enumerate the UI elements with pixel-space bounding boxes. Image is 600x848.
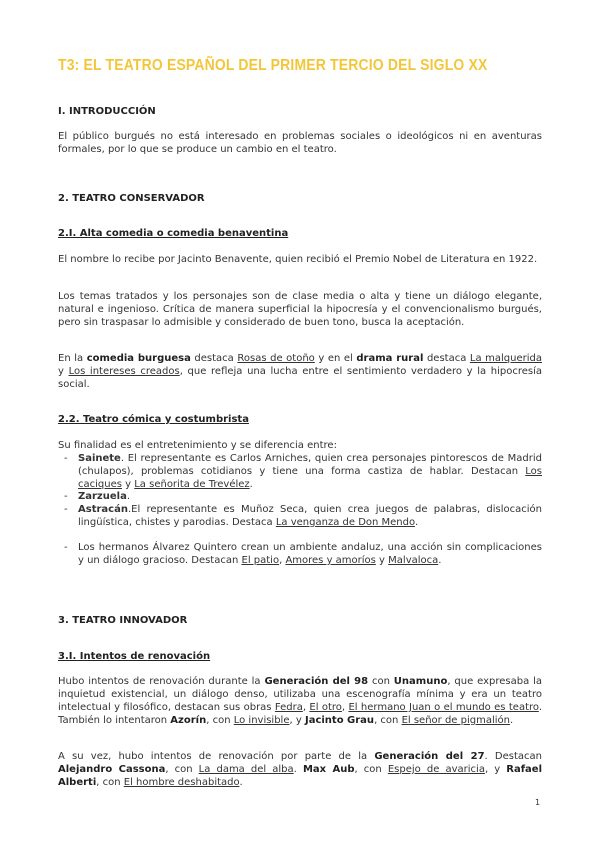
work-title: Espejo de avaricia <box>387 764 485 775</box>
subsection-3-1-paragraph-1: Hubo intentos de renovación durante la Generación del 98 con Unamuno, que expresaba la inquietud existencial, un diálogo denso, utilizaba una escenografía mínima y era un teatro intelectual y filosófico, destacan sus obras Fedra, El otro, El hermano Juan o el mundo es teatro. También lo intentaron Azorín, con Lo invisible, y Jacinto Grau, con El señor de pigmalión. <box>58 676 543 726</box>
work-title: Fedra <box>274 702 303 713</box>
list-item: - Zarzuela. <box>64 491 131 502</box>
work-title: La dama del alba <box>198 764 294 775</box>
subsection-2-1-heading: 2.I. Alta comedia o comedia benaventina <box>58 228 289 239</box>
work-title: La venganza de Don Mendo <box>275 517 415 528</box>
subsection-2-1-paragraph-1: El nombre lo recibe por Jacinto Benavente, quien recibió el Premio Nobel de Literatura en 1922. <box>58 254 538 265</box>
work-title: La señorita de Trevélez <box>134 479 250 490</box>
subsection-3-1-heading: 3.I. Intentos de renovación <box>58 651 211 662</box>
work-title: El otro <box>309 702 342 713</box>
section-1-paragraph: El público burgués no está interesado en problemas sociales o ideológicos ni en aventuras formales, por lo que se produce un cambio en el teatro. <box>58 131 542 155</box>
page-number: 1 <box>535 798 541 807</box>
subsection-3-1-paragraph-2: A su vez, hubo intentos de renovación por parte de la Generación del 27. Destacan Alejandro Cassona, con La dama del alba. Max Aub, con Espejo de avaricia, y Rafael Alberti, con El hombre deshabitado. <box>58 751 543 788</box>
work-title: El patio <box>241 555 280 566</box>
list-item: - Astracán.El representante es Muñoz Seca, quien crea juegos de palabras, dislocación lingüística, chistes y parodias. Destaca La venganza de Don Mendo. <box>64 504 542 528</box>
work-title: El señor de pigmalión <box>401 715 510 726</box>
work-title: Lo invisible <box>233 715 290 726</box>
subsection-2-1-paragraph-3: En la comedia burguesa destaca Rosas de otoño y en el drama rural destaca La malquerida y Los intereses creados, que refleja una lucha entre el sentimiento verdadero y la hipocresía social. <box>58 353 543 390</box>
subsection-2-2-heading: 2.2. Teatro cómica y costumbrista <box>58 414 249 425</box>
list-item: - Sainete. El representante es Carlos Arniches, quien crea personajes pintorescos de Madrid (chulapos), problemas cotidianos y tiene una forma castiza de hablar. Destacan Los caciques y La señorita de Trevélez. <box>64 453 542 490</box>
work-title: Los caciques <box>78 466 542 490</box>
work-title: Rosas de otoño <box>237 353 315 364</box>
work-title: Malvaloca <box>388 555 439 566</box>
section-2-heading: 2. TEATRO CONSERVADOR <box>58 193 205 204</box>
page-title: T3: EL TEATRO ESPAÑOL DEL PRIMER TERCIO DEL SIGLO XX <box>58 57 488 74</box>
section-1-heading: I. INTRODUCCIÓN <box>58 106 156 117</box>
work-title: El hombre deshabitado <box>123 777 240 788</box>
subsection-2-2-intro: Su finalidad es el entretenimiento y se diferencia entre: <box>58 440 337 451</box>
work-title: El hermano Juan o el mundo es teatro <box>348 702 539 713</box>
subsection-2-1-paragraph-2: Los temas tratados y los personajes son de clase media o alta y tiene un diálogo elegante, natural e ingenioso. Crítica de manera superficial la hipocresía y el convencionalismo burgués, pero sin traspasar lo admisible y considerado de buen tono, busca la aceptación. <box>58 291 542 328</box>
section-3-heading: 3. TEATRO INNOVADOR <box>58 615 188 626</box>
work-title: Amores y amoríos <box>285 555 376 566</box>
work-title: La malquerida <box>469 353 543 364</box>
work-title: Los intereses creados <box>68 366 180 377</box>
list-item: - Los hermanos Álvarez Quintero crean un ambiente andaluz, una acción sin complicaciones y un diálogo gracioso. Destacan El patio, Amores y amoríos y Malvaloca. <box>64 542 542 566</box>
